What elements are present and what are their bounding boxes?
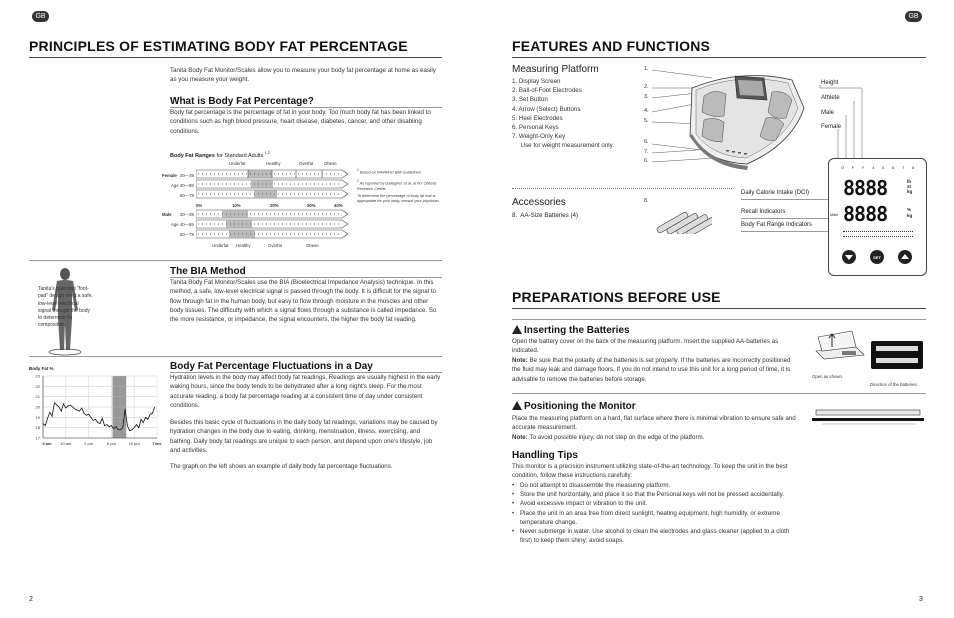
data-point [118,429,119,430]
display-label: Recall Indicators [741,209,786,215]
lcd-range-bar [843,231,913,237]
age-label: 20—39 [180,173,194,178]
section-heading: Handling Tips [512,450,578,461]
lcd-top-digits: 8888 [843,176,888,200]
accessories-item: 8. AA-Size Batteries (4) [512,212,579,219]
callout-number: 5. [644,118,649,124]
ranges-title-bold: Body Fat Ranges [170,152,215,159]
data-point [111,425,112,426]
lcd-marks: OFF45678 [841,166,923,170]
note-label: Note: [512,434,528,441]
list-item: • Place the unit in an area free from direct sunlight, heating equipment, high humidity, or extreme temperature change. [512,509,796,527]
pos-note [512,433,812,442]
x-tick-label: 6 pm [106,441,116,446]
language-badge: GB [905,11,922,22]
fluct-text: The graph on the left shows an example of daily body fat percentage fluctuations. [170,463,393,470]
section-rule [512,319,926,320]
up-arrow-button[interactable] [898,250,912,264]
data-point [86,415,87,416]
callout-number: 7. [644,149,649,155]
list-item: 2. Ball-of-Foot Electrodes [512,87,582,95]
range-note: $^2$ As reported by Gallagher, et al, at NY Obesity Research Center. [357,179,437,191]
data-point [84,413,85,414]
data-point [102,418,103,419]
female-label: Female [162,173,177,178]
range-label-bottom: Healthy [236,243,251,248]
y-tick-label: 18 [35,425,40,431]
data-point [59,407,60,408]
data-point [50,412,51,413]
title-rule [512,308,926,309]
male-label: Male [162,212,172,217]
fluctuation-chart [29,372,164,452]
scale-platform-illustration [652,66,822,170]
data-point [136,424,137,425]
warning-icon [512,325,522,334]
leader-line [741,231,828,232]
x-tick-label: 2 pm [84,441,94,446]
callout-number: 8. [644,198,649,204]
page-number: 2 [29,596,33,603]
illustration-caption: Open as shown. [812,374,844,379]
list-item: • Avoid excessive impact or vibration to the unit. [512,499,796,508]
callout-number: 1. [644,66,649,72]
x-tick-label: Time [152,441,162,446]
data-point [129,430,130,431]
callout-number: 6. [644,139,649,145]
range-label-top: Overfat [299,161,314,166]
data-point [145,417,146,418]
data-point [81,408,82,409]
section-rule [29,260,442,261]
data-point [138,427,139,428]
pos-text: Place the measuring platform on a hard, flat surface where there is minimal vibration to ensure safe and accurate measurement. [512,415,796,432]
title-rule [29,57,442,58]
y-tick-label: 17 [35,435,40,441]
lcd-display-panel [828,158,927,276]
lcd-top-units: lb st kg [907,179,913,194]
section-rule [512,393,926,394]
age-label: 60—79 [180,232,194,237]
scale-tick: 10% [232,203,241,208]
range-label-top: Obese [324,161,337,166]
scale-tick: 40% [334,203,343,208]
list-item: • Never submerge in water. Use alcohol to clean the electrodes and glass cleaner (applied to a cloth first) to keep them shiny; avoid soaps. [512,527,796,545]
callout-number: 6. [644,158,649,164]
handling-list [512,481,796,545]
measuring-list [512,77,652,151]
fluct-text: Hydration levels in the body may affect body fat readings. Readings are usually highest in the early waking hours, since the body tends to be dehydrated after a long night's sleep. For the most accurate reading, a body fat percentage reading at a consistent time of day under consistent conditions. [170,374,441,409]
data-point [143,422,144,423]
range-label-top: Healthy [266,161,281,166]
range-label-bottom: Overfat [268,243,283,248]
data-point [154,407,155,408]
data-point [91,417,92,418]
age-label: 20—39 [180,212,194,217]
range-notes [357,168,442,204]
ranges-title-sup: 1,2 [264,151,270,155]
scale-tick: 30% [307,203,316,208]
display-label: Female [821,124,842,130]
down-arrow-button[interactable] [842,250,856,264]
leader-line [741,218,828,219]
data-point [72,407,73,408]
range-note: $^1$ Based on NIH/WHO BMI Guidelines. [357,168,422,175]
batt-text: Open the battery cover on the back of the measuring platform. Insert the supplied AA-batteries as indicated. [512,338,779,355]
section-heading: What is Body Fat Percentage? [170,96,314,107]
ranges-title-rest: for Standard Adults [216,152,264,159]
list-item: 1. Display Screen [512,78,561,85]
female-bars [196,170,348,198]
y-tick-label: 19 [35,414,40,420]
title-rule [512,57,926,58]
down-arrow-icon [845,255,853,260]
what-text: Body fat percentage is the percentage of fat in your body. Too much body fat has been linked to conditions such as high blood pressure, heart disease, diabetes, cancer, and other disabling conditions. [170,109,431,135]
range-label-bottom: Underfat [212,243,229,248]
data-point [113,428,114,429]
range-label-bottom: Obese [306,243,319,248]
data-point [54,403,55,404]
list-item: 4. Arrow (Select) Buttons [512,105,581,113]
age-label: Age 40—59 [171,222,194,227]
data-point [43,423,44,424]
data-point [97,422,98,423]
data-point [88,414,89,415]
language-badge: GB [32,11,49,22]
list-item: • Store the unit horizontally, and place it so that the Personal keys will not be pressed accidentally. [512,490,796,499]
note-label: Note: [512,357,528,364]
data-point [109,426,110,427]
batt-note [512,356,796,384]
x-tick-label: 10 am [60,441,72,446]
data-point [70,405,71,406]
page-title: FEATURES AND FUNCTIONS [512,38,711,54]
lcd-side-label: Male [830,213,839,217]
y-tick-label: 22 [35,383,40,389]
data-point [47,418,48,419]
y-tick-label: 20 [35,404,40,410]
data-point [79,411,80,412]
fluct-text: Besides this basic cycle of fluctuations in the daily body fat readings, variations may be caused by hydration changes in the body due to eating, drinking, menstruation, illness, exercising, and bathing. Daily body fat readings are unique to each person, and depend upon one's lifestyle, job and activities. [170,419,438,454]
data-point [77,410,78,411]
display-leader-lines [812,82,872,162]
data-point [150,414,151,415]
data-point [66,408,67,409]
section-heading: Positioning the Monitor [512,401,636,412]
bia-text: Tanita Body Fat Monitor/Scales use the BIA (Bioelectrical Impedance Analysis) technique. In this method, a safe, low-level electrical signal is passed through the body. It is difficult for the signal to flow through fat in the human body, but easy to flow through moisture in the muscles and other body tissues. The difficulty with which a signal flows through a substance is called impedance. So the more resistance, or impedance, the signal encounters, the higher the body fat reading. [170,279,437,324]
chart-ylabel: Body Fat % [29,366,54,371]
display-label: Athlete [821,95,840,101]
platform-side-illustration [812,406,926,428]
lcd-bottom-units: % kg [907,207,913,218]
up-arrow-icon [901,254,909,259]
display-label: Body Fat Range Indicators [741,222,813,228]
battery-direction-illustration [870,340,924,370]
warning-icon [512,401,522,410]
list-item: 7. Weight-Only Key [512,133,566,141]
callout-number: 2. [644,84,649,90]
age-label: 60—79 [180,193,194,198]
data-point [134,427,135,428]
male-bars [196,210,348,238]
batteries-illustration [652,200,712,234]
list-item: 3. Set Button [512,96,548,104]
battery-cover-illustration [812,327,868,371]
data-point [107,424,108,425]
section-heading: The BIA Method [170,266,246,277]
callout-number: 4. [644,108,649,114]
data-point [63,404,64,405]
list-item: Use for weight measurement only. [512,142,615,150]
accessories-heading: Accessories [512,197,566,208]
handling-text: This monitor is a precision instrument utilizing state-of-the-art technology. To keep the unit in the best condition, follow these instructions carefully: [512,463,788,480]
list-item: 6. Personal Keys [512,124,559,132]
data-point [68,406,69,407]
data-point [56,405,57,406]
list-item: 5. Heel Electrodes [512,114,563,122]
section-rule [29,356,442,357]
dotted-divider [512,188,732,189]
display-label: Daily Calorie Intake (DCI) [741,190,810,196]
callout-number: 3. [644,94,649,100]
data-point [125,409,126,410]
data-point [75,409,76,410]
data-point [93,420,94,421]
data-point [100,423,101,424]
data-point [104,425,105,426]
data-point [61,411,62,412]
intro-text: Tanita Body Fat Monitor/Scales allow you to measure your body fat percentage at home as easily as you measure your weight. [170,67,436,84]
ranges-title [170,151,270,159]
data-point [116,426,117,427]
note-text: To avoid possible injury, do not step on the edge of the platform. [529,434,705,441]
bia-caption: Tanita's patented “foot-pad” design send a safe, low-level electrical signal through the body to determine its composition. [38,286,93,329]
set-button[interactable]: SET [870,250,884,264]
lcd-bottom-digits: 8888 [843,202,888,226]
data-point [127,425,128,426]
x-tick-label: 6 am [42,441,52,446]
data-point [152,413,153,414]
note-text: Be sure that the polarity of the batteries is set properly. If the batteries are incorrectly positioned the fluid may leak and damage floors. If you do not intend to use this unit for a long period of time, it is advisable to remove the batteries before storage. [512,357,791,383]
page-title: PRINCIPLES OF ESTIMATING BODY FAT PERCENTAGE [29,38,408,54]
y-tick-label: 23 [35,373,40,379]
range-label-top: Underfat [229,161,246,166]
section-title: PREPARATIONS BEFORE USE [512,289,721,305]
data-point [45,425,46,426]
section-heading: Inserting the Batteries [512,325,630,336]
data-point [141,419,142,420]
page-number: 3 [919,596,923,603]
x-tick-label: 10 pm [128,441,140,446]
data-point [132,429,133,430]
leader-line [741,199,828,200]
age-label: Age 40—59 [171,183,194,188]
data-point [52,416,53,417]
display-label: Male [821,110,835,116]
y-tick-label: 21 [35,394,40,400]
list-item: • Do not attempt to disassemble the measuring platform. [512,481,796,490]
data-point [148,419,149,420]
scale-tick: 20% [270,203,279,208]
measuring-heading: Measuring Platform [512,64,599,75]
illustration-caption: Direction of the batteries. [870,382,918,387]
range-note: To determine the percentage of body fat that is appropriate for your body, consult your physician. [357,193,440,203]
display-label: Height [821,80,839,86]
section-heading: Body Fat Percentage Fluctuations in a Day [170,361,373,372]
scale-tick: 0% [196,203,203,208]
lcd-screen [829,159,926,243]
data-point [123,427,124,428]
data-point [120,429,121,430]
data-point [95,419,96,420]
